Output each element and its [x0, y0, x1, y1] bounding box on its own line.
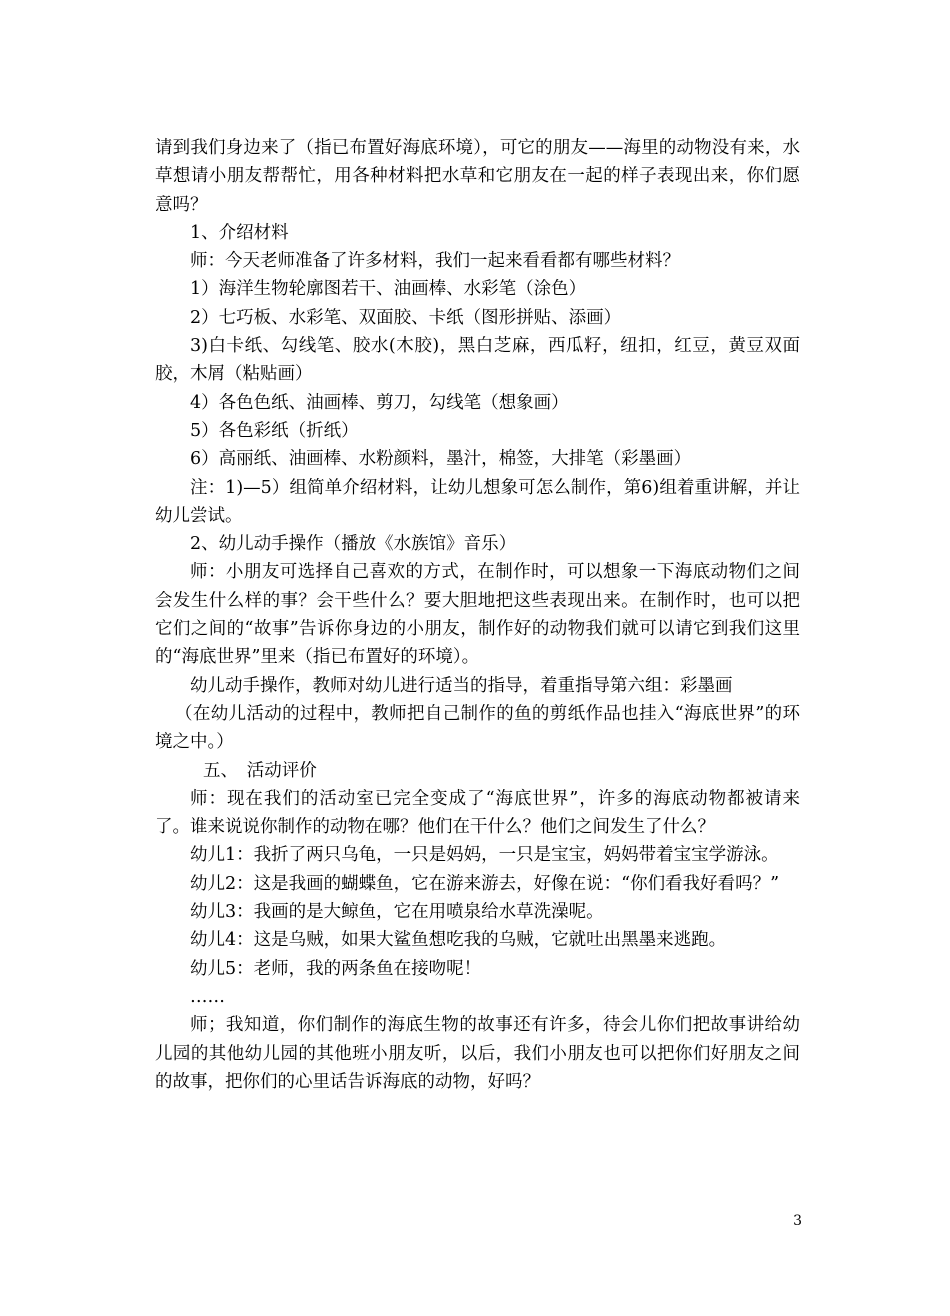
list-item: 4）各色色纸、油画棒、剪刀，勾线笔（想象画） — [190, 392, 569, 413]
paragraph: 师；我知道，你们制作的海底生物的故事还有许多，待会儿你们把故事讲给幼儿园的其他幼儿园的其他班小朋友听，以后，我们小朋友也可以把你们好朋友之间的故事，把你们的心里话告诉海底的动物，好吗？ — [155, 1015, 800, 1092]
section-heading: 五、 活动评价 — [203, 760, 317, 781]
dialogue-line: 幼儿1：我折了两只乌龟，一只是妈妈，一只是宝宝，妈妈带着宝宝学游泳。 — [190, 845, 779, 866]
list-item: 6）高丽纸、油画棒、水粉颜料，墨汁，棉签，大排笔（彩墨画） — [190, 449, 692, 470]
paragraph: 师：今天老师准备了许多材料，我们一起来看看都有哪些材料？ — [190, 251, 680, 272]
list-item: 1）海洋生物轮廓图若干、油画棒、水彩笔（涂色） — [190, 279, 587, 300]
document-body — [155, 134, 800, 1096]
paragraph: （在幼儿活动的过程中，教师把自己制作的鱼的剪纸作品也挂入“海底世界”的环境之中。） — [155, 703, 800, 753]
list-item: 5）各色彩纸（折纸） — [190, 420, 359, 441]
ellipsis-line: …… — [190, 986, 225, 1007]
dialogue-line: 幼儿3：我画的是大鲸鱼，它在用喷泉给水草洗澡呢。 — [190, 902, 604, 923]
dialogue-line: 幼儿2：这是我画的蝴蝶鱼，它在游来游去，好像在说：“你们看我好看吗？” — [190, 873, 780, 894]
section-heading: 2、幼儿动手操作（播放《水族馆》音乐） — [190, 534, 517, 555]
paragraph: 幼儿动手操作，教师对幼儿进行适当的指导，着重指导第六组：彩墨画 — [190, 675, 733, 696]
dialogue-line: 幼儿4：这是乌贼，如果大鲨鱼想吃我的乌贼，它就吐出黑墨来逃跑。 — [190, 930, 727, 951]
dialogue-line: 幼儿5：老师，我的两条鱼在接吻呢！ — [190, 958, 482, 979]
note-paragraph: 注：1)—5）组简单介绍材料，让幼儿想象可怎么制作，第6)组着重讲解，并让幼儿尝试。 — [155, 477, 800, 526]
page-number: 3 — [793, 1213, 802, 1229]
paragraph: 请到我们身边来了（指已布置好海底环境），可它的朋友——海里的动物没有来，水草想请小朋友帮帮忙，用各种材料把水草和它朋友在一起的样子表现出来，你们愿意吗？ — [155, 138, 800, 215]
section-heading: 1、介绍材料 — [190, 222, 289, 243]
list-item: 2）七巧板、水彩笔、双面胶、卡纸（图形拼贴、添画） — [190, 307, 622, 328]
paragraph: 师：现在我们的活动室已完全变成了“海底世界”，许多的海底动物都被请来了。谁来说说你制作的动物在哪？他们在干什么？他们之间发生了什么？ — [155, 788, 800, 838]
list-item: 3)白卡纸、勾线笔、胶水(木胶)，黑白芝麻，西瓜籽，纽扣，红豆，黄豆双面胶，木屑（粘贴画） — [155, 336, 800, 385]
paragraph: 师：小朋友可选择自己喜欢的方式，在制作时，可以想象一下海底动物们之间会发生什么样的事？会干些什么？要大胆地把这些表现出来。在制作时，也可以把它们之间的“故事”告诉你身边的小朋友，制作好的动物我们就可以请它到我们这里的“海底世界”里来（指已布置好的环境）。 — [155, 562, 800, 668]
